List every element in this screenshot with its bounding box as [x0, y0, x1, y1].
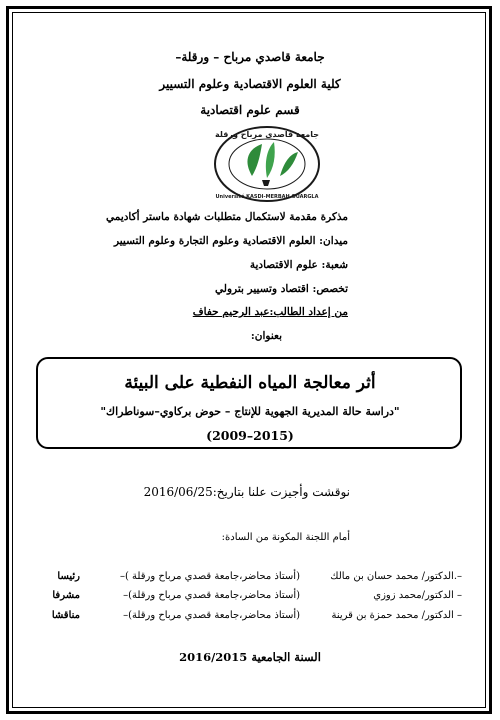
title-label: بعنوان: — [250, 330, 282, 342]
thesis-branch: شعبة: علوم الاقتصادية — [249, 259, 348, 271]
thesis-field: ميدان: العلوم الاقتصادية وعلوم التجارة وعلوم التسيير — [113, 235, 348, 247]
academic-year: السنة الجامعية 2016/2015 — [179, 650, 321, 664]
prepared-by: من إعداد الطالب:عبد الرحيم حفاف — [192, 306, 348, 318]
committee-member-position: (أستاذ محاضر،جامعة قصدي مرباح ورقلة)– — [123, 610, 300, 621]
defense-date: نوقشت وأجيزت علنا بتاريخ:2016/06/25 — [143, 485, 350, 499]
svg-text:Université KASDI-MERBAH OUARGL: Université KASDI-MERBAH OUARGLA — [215, 194, 319, 200]
committee-member-name: –.الدكتور/ محمد حسان بن مالك — [330, 571, 462, 582]
committee-member-role: مناقشا — [51, 610, 80, 621]
university-name: جامعة قاصدي مرباح – ورقلة– — [175, 50, 325, 64]
department-name: قسم علوم اقتصادية — [200, 103, 300, 117]
thesis-years: (2015–2009) — [206, 428, 294, 443]
university-logo — [212, 124, 322, 204]
faculty-name: كلية العلوم الاقتصادية وعلوم التسيير — [159, 77, 341, 91]
svg-text:جامعة قاصدي مرباح ورقلة: جامعة قاصدي مرباح ورقلة — [214, 130, 320, 139]
thesis-subtitle: "دراسة حالة المديرية الجهوية للإنتاج – حوض بركاوي–سوناطراك" — [100, 405, 400, 418]
committee-member-role: مشرفا — [52, 590, 80, 601]
thesis-purpose: مذكرة مقدمة لاستكمال متطلبات شهادة ماستر أكاديمي — [106, 211, 348, 223]
thesis-main-title: أثر معالجة المياه النفطية على البيئة — [124, 373, 376, 393]
committee-member-role: رئيسا — [57, 571, 80, 582]
committee-intro: أمام اللجنة المكونة من السادة: — [221, 532, 350, 543]
committee-member-name: – الدكتور/ محمد حمزة بن قرينة — [331, 610, 462, 621]
committee-member-name: – الدكتور/محمد زوزي — [373, 590, 462, 601]
committee-member-position: (أستاذ محاضر،جامعة قصدي مرباح ورقلة )– — [119, 571, 300, 582]
committee-member-position: (أستاذ محاضر،جامعة قصدي مرباح ورقلة)– — [123, 590, 300, 601]
thesis-specialty: تخصص: اقتصاد وتسيير بترولي — [215, 283, 348, 295]
